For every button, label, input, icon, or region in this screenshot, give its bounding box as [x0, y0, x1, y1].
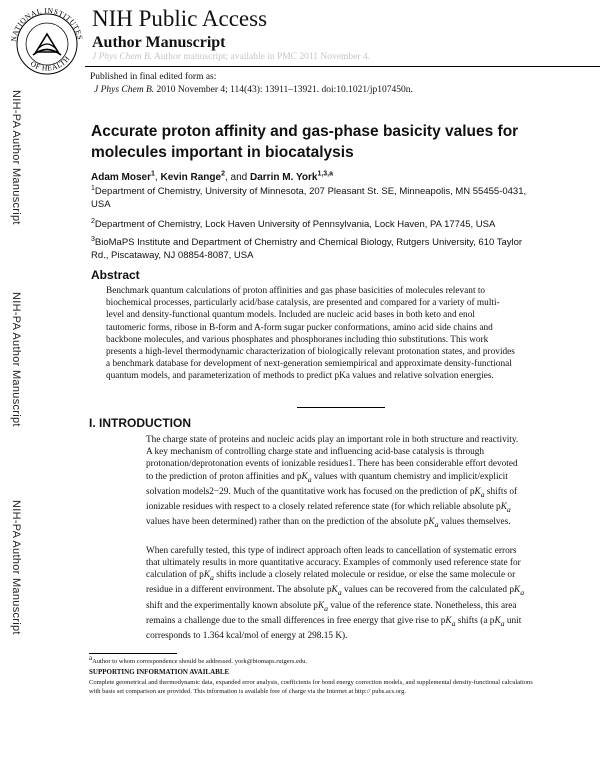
sidebar-label-middle: NIH-PA Author Manuscript — [10, 292, 22, 427]
correspondence-text: Author to whom correspondence should be addressed. york@biomaps.rutgers.edu. — [92, 658, 307, 665]
author-affil-sup: 1,3,a — [317, 170, 334, 178]
pk-subscript: a — [520, 588, 525, 598]
abstract-heading: Abstract — [91, 268, 140, 282]
text-run: shifts include a closely related molecule or residue, or else the same molecule or residue in a different environment. The absolute p — [146, 570, 516, 596]
text-run: unit corresponds to 1.364 kcal/mol of energy at 298.15 K). — [146, 615, 522, 641]
author-name: Darrin M. York — [250, 172, 318, 183]
pk-subscript: a — [480, 489, 485, 499]
pk-symbol: K — [494, 615, 501, 626]
sidebar-label-bottom: NIH-PA Author Manuscript — [10, 500, 22, 635]
affiliation — [91, 218, 541, 231]
affiliation — [91, 185, 541, 211]
text-run: value of the reference state. Nonetheless, this area remains a challenge due to the small differences in free energy that give rise to p — [146, 600, 517, 626]
author-name: Adam Moser — [91, 172, 152, 183]
article-title: Accurate proton affinity and gas-phase basicity values for molecules important in biocatalysis — [91, 123, 519, 161]
pk-symbol: K — [317, 600, 325, 611]
footnote-divider — [89, 653, 177, 654]
availability-journal: J Phys Chem B. — [92, 52, 153, 62]
pk-symbol: K — [500, 501, 507, 512]
author-list — [91, 172, 333, 183]
pk-symbol: K — [301, 471, 308, 482]
text-run: The charge state of proteins and nucleic acids play an important role in both structure and reactivity. A key mechanism of controlling charge state and influencing acid-base catalysis is through protonation/deprotonation events of ionizable residues1. There has been considerable effort devoted to the prediction of proton affinities and p — [146, 435, 519, 482]
author-manuscript-label: Author Manuscript — [92, 34, 226, 51]
text-run: When carefully tested, this type of indirect approach often leads to cancellation of systematic errors that ultimately results in more quantitative accuracy. Examples of commonly used reference state for calculation of p — [146, 546, 521, 581]
footnote-sup: a — [89, 653, 93, 662]
citation-line — [94, 85, 413, 95]
author-separator: , and — [224, 172, 250, 183]
pk-subscript: a — [307, 474, 312, 484]
affiliation-sup: 3 — [91, 235, 95, 243]
citation-journal: J Phys Chem B. — [94, 85, 155, 95]
seal-text-bottom: OF HEALTH — [28, 53, 72, 73]
pk-symbol: K — [203, 570, 211, 581]
pk-subscript: a — [506, 504, 511, 514]
text-run: shift and the experimentally known absolute p — [146, 600, 318, 611]
affiliation-sup: 1 — [91, 184, 95, 192]
pk-symbol: K — [474, 486, 481, 497]
pk-subscript: a — [451, 618, 456, 628]
published-in-label: Published in final edited form as: — [90, 72, 217, 82]
text-run: values themselves. — [438, 516, 511, 527]
text-run: shifts (a p — [455, 615, 495, 626]
affiliation-text: Department of Chemistry, University of Minnesota, 207 Pleasant St. SE, Minneapolis, MN 55455-0431, USA — [91, 186, 527, 210]
affiliation-text: Department of Chemistry, Lock Haven University of Pennsylvania, Lock Haven, PA 17745, USA — [94, 219, 496, 230]
affiliation-text: BioMaPS Institute and Department of Chemistry and Chemical Biology, Rutgers University, 610 Taylor Rd., Piscataway, NJ 08854-8087, USA — [91, 237, 523, 261]
nih-public-access-title: NIH Public Access — [92, 6, 268, 31]
citation-details: 2010 November 4; 114(43): 13911–13921. doi:10.1021/jp107450n. — [154, 85, 413, 95]
text-run: values can be recovered from the calculated p — [341, 585, 515, 596]
text-run: shifts of ionizable residues with respect to a closely related reference state (for which reliable absolute p — [146, 486, 518, 512]
pk-symbol: K — [331, 585, 338, 596]
pk-subscript: a — [324, 603, 329, 613]
author-name: Kevin Range — [160, 172, 222, 183]
abstract-divider — [297, 407, 385, 408]
introduction-heading: I. INTRODUCTION — [89, 416, 191, 430]
abstract-text: Benchmark quantum calculations of proton affinities and gas phase basicities of molecules relevant to biochemical processes, particularly acid/base catalysis, are presented and compared for a variety of multi-level and density-functional quantum models. Included are nucleic acid bases in both keto and enol tautomeric forms, ribose in B-form and A-form sugar pucker conformations, amino acid side chains and backbone molecules, and various phosphates and phosphoranes including thio substitutions. This work presents a high-level thermodynamic characterization of biologically relevant protonation states, and provides a benchmark database for development of next-generation semiempirical and approximate density-functional quantum models, and parameterization of methods to predict pKa values and relative solvation energies. — [106, 286, 515, 382]
affiliation — [91, 236, 541, 262]
author-affil-sup: 2 — [221, 170, 225, 178]
availability-text: Author manuscript; available in PMC 2011 November 4. — [152, 52, 371, 62]
pk-symbol: K — [428, 516, 435, 527]
author-separator: , — [154, 172, 161, 183]
text-run: values have been determined) rather than on the prediction of the absolute p — [146, 516, 429, 527]
pk-symbol: K — [514, 585, 521, 596]
pk-subscript: a — [434, 519, 439, 529]
pk-symbol: K — [445, 615, 452, 626]
header-divider — [85, 66, 600, 67]
sidebar-label-top: NIH-PA Author Manuscript — [10, 90, 22, 225]
intro-paragraph-1 — [146, 434, 526, 531]
affiliation-sup: 2 — [91, 217, 95, 225]
author-affil-sup: 1 — [151, 170, 155, 178]
supporting-info-heading: SUPPORTING INFORMATION AVAILABLE — [89, 668, 230, 676]
pk-subscript: a — [500, 618, 505, 628]
pk-subscript: a — [210, 573, 214, 583]
text-run: values with quantum chemistry and implicit/explicit solvation models2−29. Much of the quantitative work has focused on the prediction of p — [146, 471, 508, 497]
supporting-info-text: Complete geometrical and thermodynamic data, expanded error analysis, coefficients for bond energy correction models, and supplemental density-functional calculations with basis set comparison are provided. This information is available free of charge via the Internet at http:// pubs.acs.org. — [89, 679, 533, 695]
seal-text-top: NATIONAL INSTITUTES — [9, 5, 85, 43]
availability-line — [92, 52, 370, 62]
pk-subscript: a — [337, 588, 342, 598]
correspondence-footnote — [89, 653, 307, 666]
intro-paragraph-2 — [146, 545, 526, 642]
nih-seal-logo — [6, 4, 88, 76]
